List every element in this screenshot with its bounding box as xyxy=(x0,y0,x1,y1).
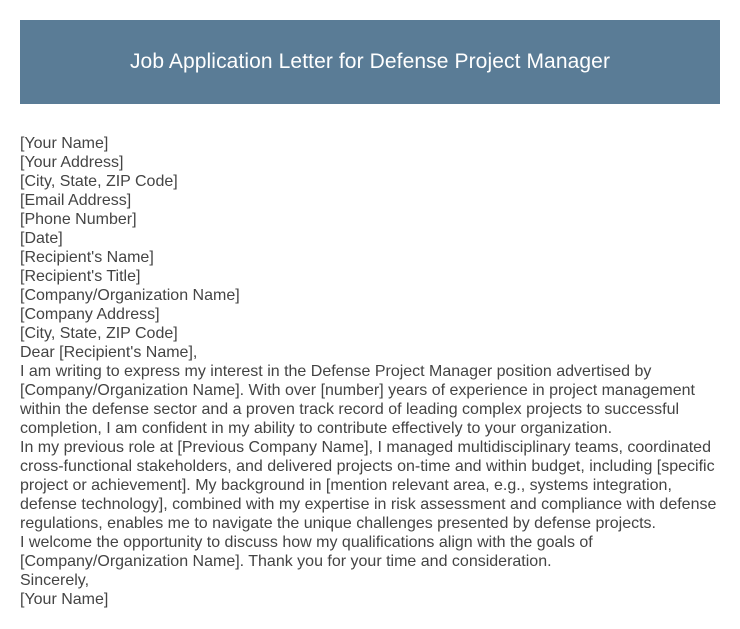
body-paragraph: In my previous role at [Previous Company Name], I managed multidisciplinary teams, coordinated cross-functional stakeholders, and delivered projects on-time and within budget, including [specific project or achievement]. My background in [mention relevant area, e.g., systems integration, defense technology], combined with my expertise in risk assessment and compliance with defense regulations, enables me to navigate the unique challenges presented by defense projects. xyxy=(20,439,717,532)
recipient-name: [Recipient's Name] xyxy=(20,249,154,266)
body-paragraph: I am writing to express my interest in the Defense Project Manager position advertised by [Company/Organization Name]. With over [number] years of experience in project management within the defense sector and a proven track record of leading complex projects to successful completion, I am confident in my ability to contribute effectively to your organization. xyxy=(20,363,695,437)
salutation: Dear [Recipient's Name], xyxy=(20,344,198,361)
recipient-city-state-zip: [City, State, ZIP Code] xyxy=(20,325,178,342)
title-banner xyxy=(20,20,720,104)
sender-email: [Email Address] xyxy=(20,192,132,209)
page-title: Job Application Letter for Defense Project Manager xyxy=(129,50,611,73)
recipient-block xyxy=(20,248,725,343)
letter-date: [Date] xyxy=(20,230,63,247)
sender-name: [Your Name] xyxy=(20,135,109,152)
closing: Sincerely, xyxy=(20,572,90,589)
letter-body xyxy=(20,134,725,609)
sender-address: [Your Address] xyxy=(20,154,124,171)
signature: [Your Name] xyxy=(20,591,109,608)
sender-city-state-zip: [City, State, ZIP Code] xyxy=(20,173,178,190)
recipient-organization: [Company/Organization Name] xyxy=(20,287,240,304)
recipient-title: [Recipient's Title] xyxy=(20,268,141,285)
sender-block xyxy=(20,134,725,248)
recipient-address: [Company Address] xyxy=(20,306,160,323)
body-paragraph: I welcome the opportunity to discuss how my qualifications align with the goals of [Company/Organization Name]. Thank you for your time and consideration. xyxy=(20,534,593,570)
sender-phone: [Phone Number] xyxy=(20,211,137,228)
